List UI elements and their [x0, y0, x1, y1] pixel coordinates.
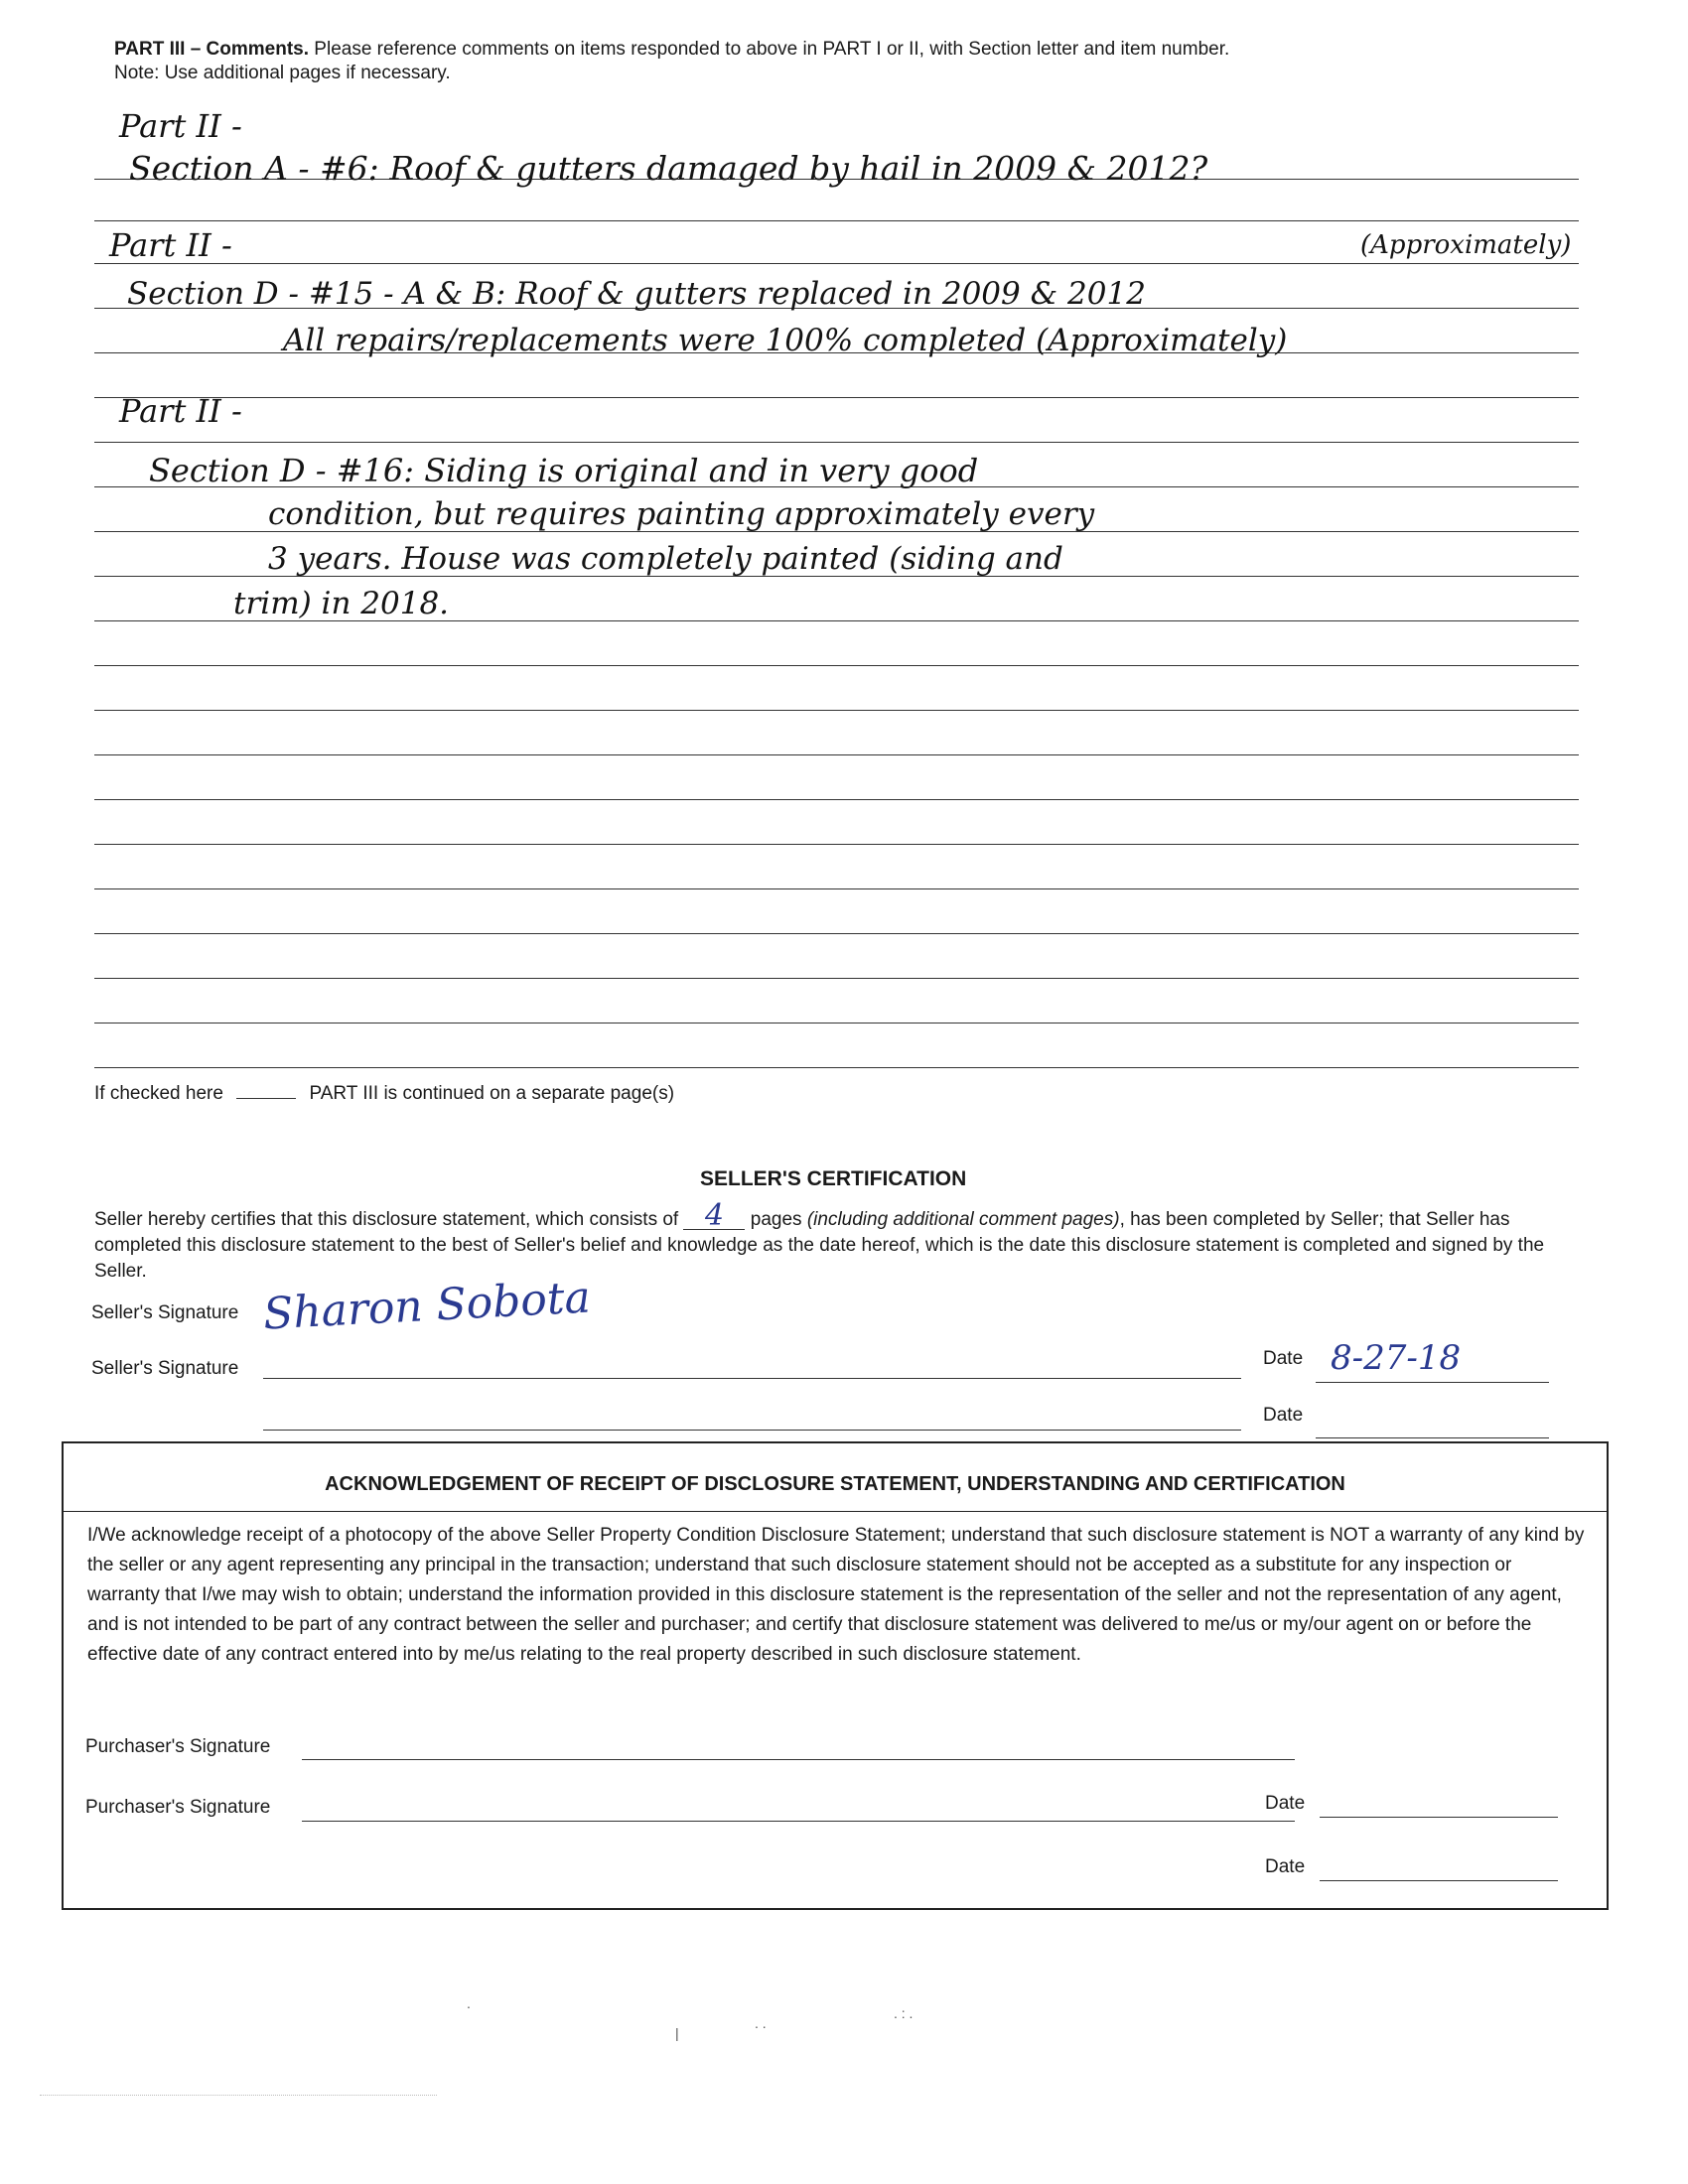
purchaser-signature-label: Purchaser's Signature [85, 1736, 271, 1757]
seller-date-label-2: Date [1263, 1405, 1304, 1426]
continued-row [94, 1082, 674, 1105]
part-iii-header [114, 38, 1229, 85]
acknowledgement-text: I/We acknowledge receipt of a photocopy of the above Seller Property Condition Disclosure Statement; understand that such disclosure statement is NOT a warranty of any kind by the seller or any agent representing any principal in the transaction; understand that such disclosure statement should not be accepted as a substitute for any inspection or warranty that I/we may wish to obtain; understand the information provided in this disclosure statement is the representation of the seller and not the representation of any agent, and is not intended to be part of any contract between the seller and purchaser; and certify that disclosure statement was delivered to me/us or my/our agent on or before the effective date of any contract entered into by me/us relating to the real property described in such disclosure statement. [87, 1525, 1585, 1665]
seller-certification-title: SELLER'S CERTIFICATION [700, 1167, 967, 1190]
scan-speck: . . [755, 2015, 767, 2031]
purchaser-date-line[interactable] [1320, 1817, 1558, 1818]
seller-date-line[interactable] [1316, 1382, 1549, 1383]
comment-line: 3 years. House was completely painted (siding and [268, 541, 1063, 577]
part-iii-heading-line [114, 38, 1229, 62]
comment-rule [94, 933, 1579, 934]
comment-rule [94, 1023, 1579, 1024]
scan-speck: . : . [894, 2005, 914, 2021]
comment-rule [94, 799, 1579, 800]
comment-line: Part II - [119, 392, 242, 430]
comment-rule [94, 442, 1579, 443]
seller-signature-label-2: Seller's Signature [91, 1358, 239, 1379]
cert-text-before: Seller hereby certifies that this disclosure statement, which consists of [94, 1209, 679, 1230]
scan-edge [40, 2095, 437, 2096]
acknowledgement-title: ACKNOWLEDGEMENT OF RECEIPT OF DISCLOSURE STATEMENT, UNDERSTANDING AND CERTIFICATION [325, 1473, 1345, 1495]
comment-rule [94, 978, 1579, 979]
scan-speck: . [467, 1995, 471, 2011]
seller-signature: Sharon Sobota [261, 1272, 592, 1340]
cert-text-italic: (including additional comment pages) [806, 1209, 1120, 1230]
seller-signature-line-3[interactable] [263, 1430, 1241, 1431]
comment-rule [94, 844, 1579, 845]
seller-signature-label: Seller's Signature [91, 1302, 239, 1323]
purchaser-date-line-2[interactable] [1320, 1880, 1558, 1881]
cert-text-pages: pages [750, 1209, 802, 1230]
part-iii-heading: PART III – Comments. [114, 39, 310, 60]
seller-date-line-2[interactable] [1316, 1437, 1549, 1438]
comment-line: trim) in 2018. [233, 586, 450, 621]
comment-line: condition, but requires painting approximately every [268, 496, 1095, 532]
acknowledgement-box [62, 1441, 1609, 1910]
comment-line: Part II - [109, 226, 232, 264]
comment-line: (Approximately) [1360, 230, 1572, 260]
comment-rule [94, 754, 1579, 755]
comment-line: Section D - #16: Siding is original and in very good [149, 452, 979, 489]
comment-rule [94, 888, 1579, 889]
scan-speck: | [675, 2025, 679, 2041]
page-count-field[interactable]: 4 [683, 1203, 745, 1230]
seller-date-label: Date [1263, 1348, 1304, 1369]
purchaser-signature-label-2: Purchaser's Signature [85, 1797, 271, 1818]
comment-rule [94, 1067, 1579, 1068]
part-iii-instruction: Please reference comments on items responded to above in PART I or II, with Section letter and item number. [314, 39, 1230, 60]
comment-line: Section D - #15 - A & B: Roof & gutters replaced in 2009 & 2012 [127, 276, 1146, 312]
part-iii-note: Note: Use additional pages if necessary. [114, 63, 451, 83]
seller-date: 8-27-18 [1331, 1338, 1462, 1378]
seller-signature-line-2[interactable] [263, 1378, 1241, 1379]
comment-rule [94, 397, 1579, 398]
purchaser-signature-line[interactable] [302, 1759, 1295, 1760]
comment-line: Section A - #6: Roof & gutters damaged by hail in 2009 & 2012? [129, 149, 1208, 188]
purchaser-date-label: Date [1265, 1793, 1306, 1814]
purchaser-date-label-2: Date [1265, 1856, 1306, 1877]
purchaser-signature-line-2[interactable] [302, 1821, 1295, 1822]
cert-text-after: , has been completed by Seller; that Seller has completed this disclosure statement to the best of Seller's belief and knowledge as the date hereof, which is the date this disclosure statement is completed and signed by the Seller. [94, 1209, 1545, 1282]
continued-prefix: If checked here [94, 1083, 223, 1104]
acknowledgement-divider [64, 1511, 1607, 1512]
comment-line: Part II - [119, 107, 242, 145]
seller-certification-text [94, 1198, 1584, 1285]
comment-rule [94, 710, 1579, 711]
comment-rule [94, 220, 1579, 221]
continued-suffix: PART III is continued on a separate page(s) [309, 1083, 675, 1104]
continued-checkbox[interactable] [236, 1082, 296, 1099]
comment-line: All repairs/replacements were 100% completed (Approximately) [283, 323, 1288, 358]
comment-rule [94, 665, 1579, 666]
comment-rule [94, 263, 1579, 264]
